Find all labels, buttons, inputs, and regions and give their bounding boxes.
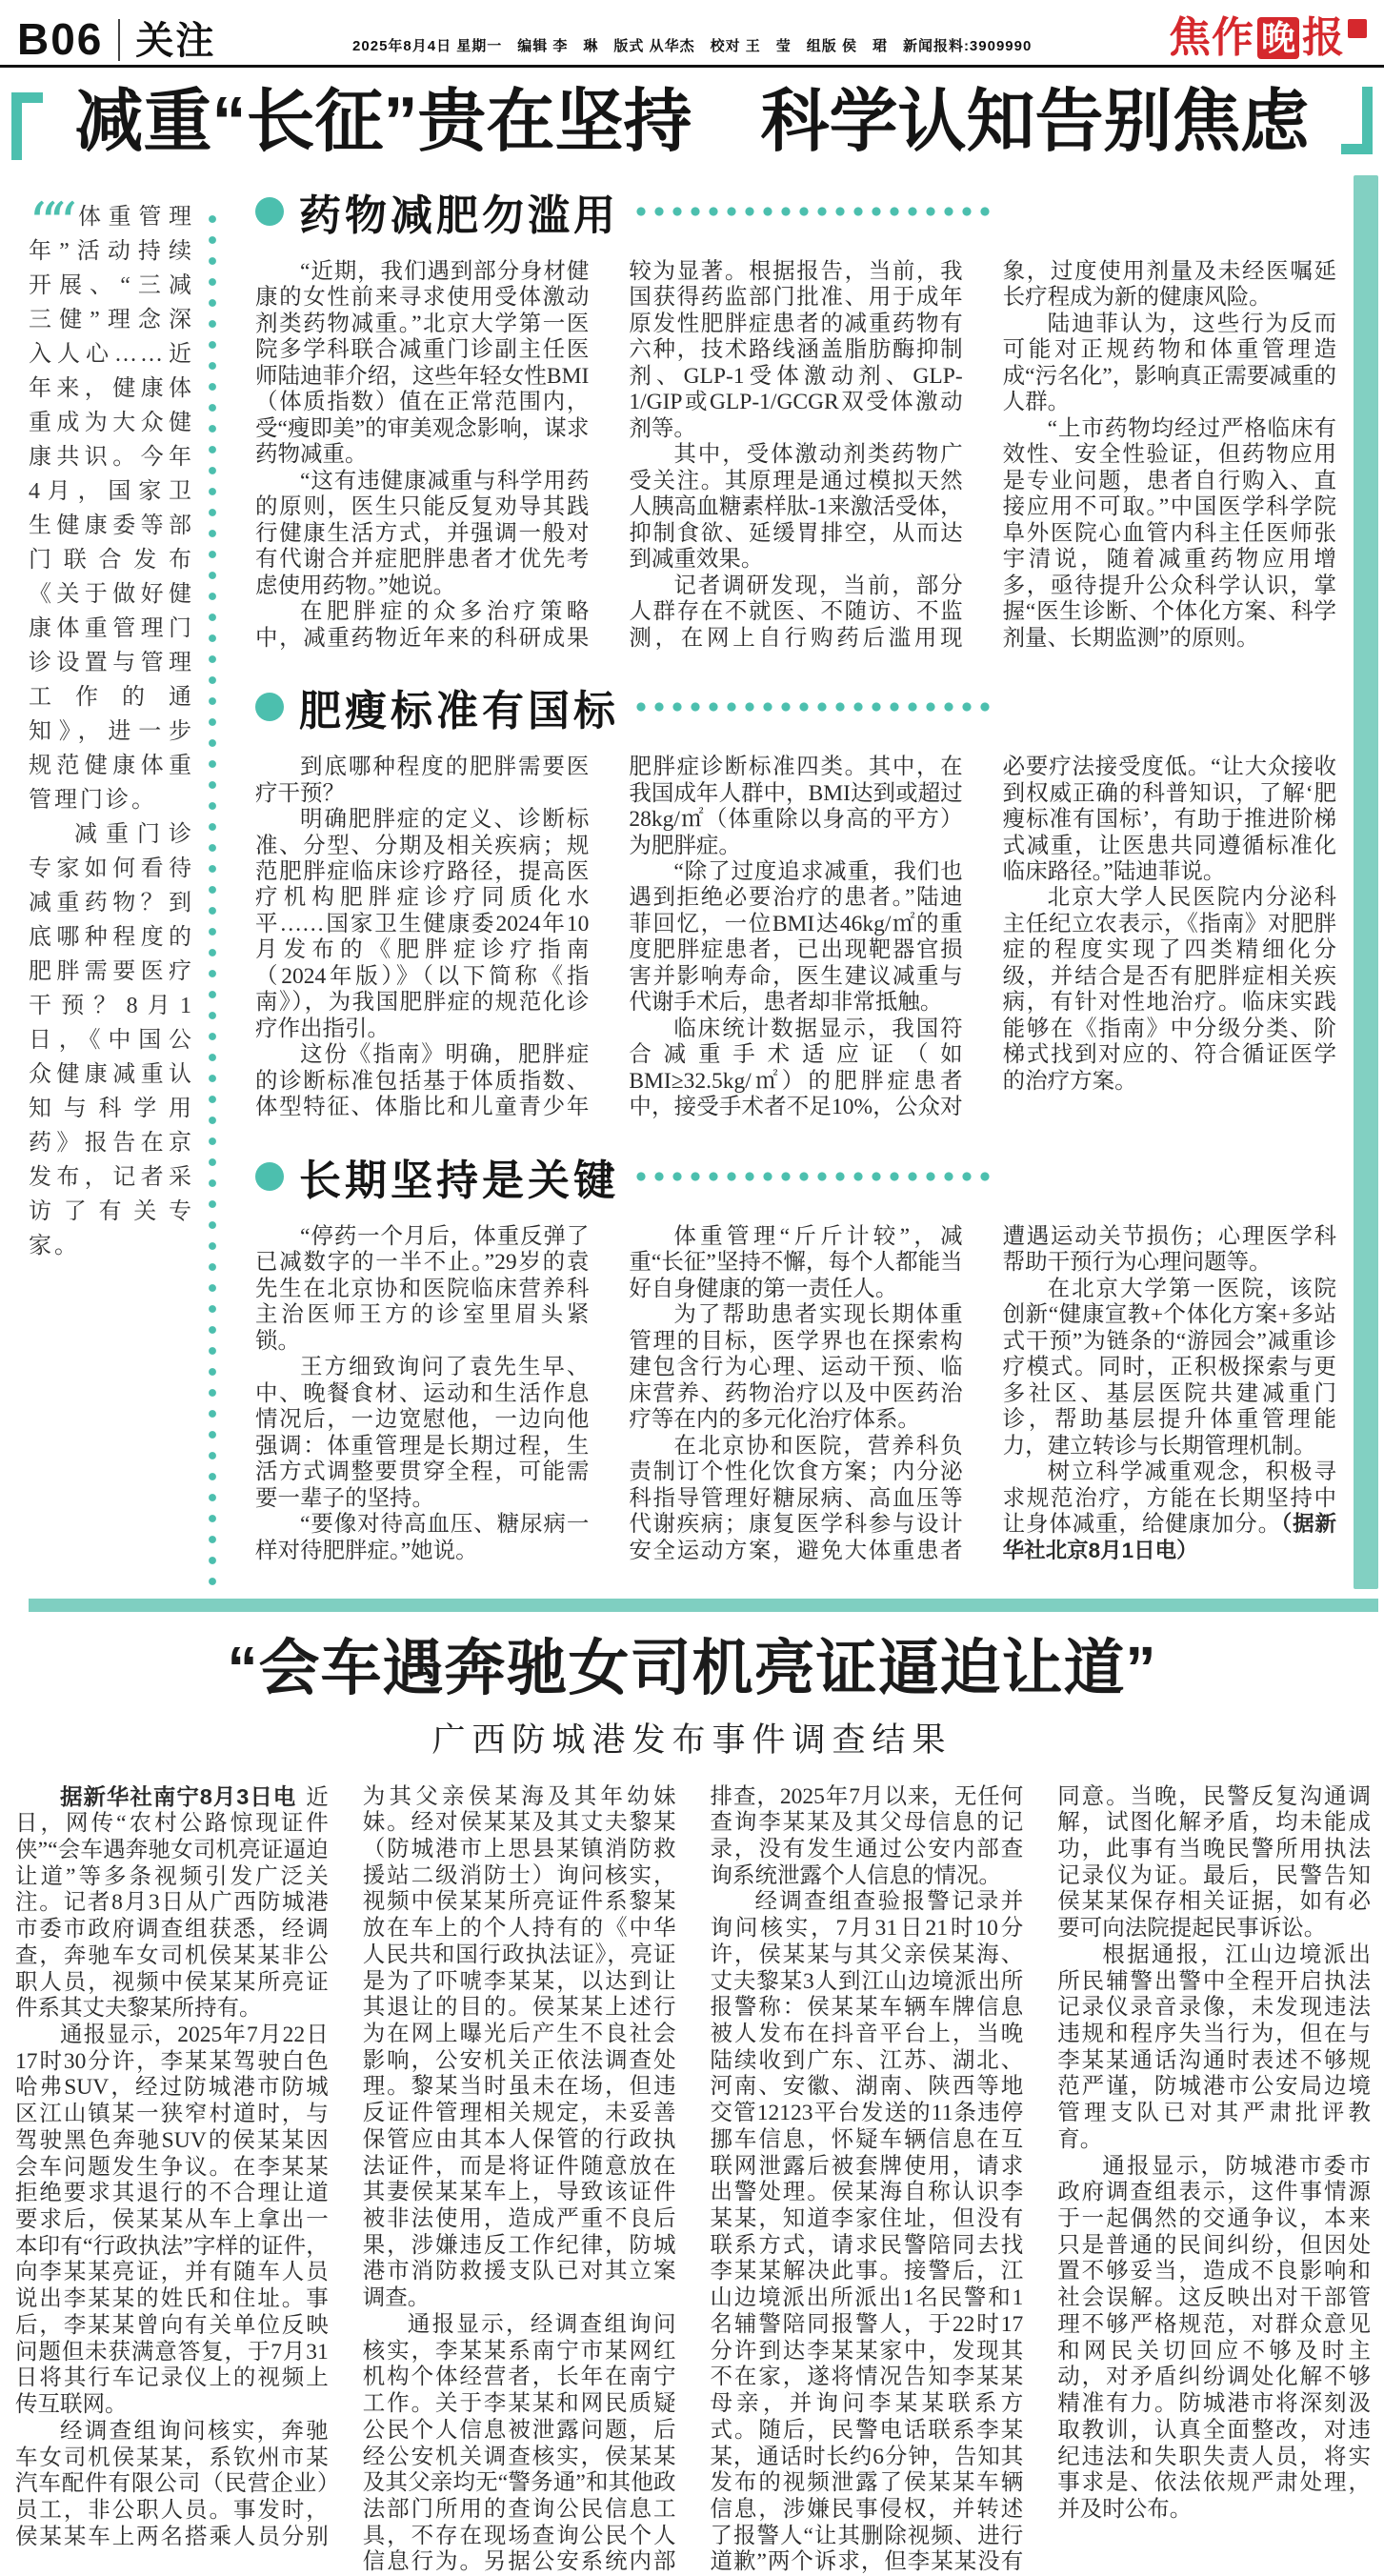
paragraph: 体重管理“斤斤计较”，减重“长征”坚持不懈，每个人都能当好自身健康的第一责任人。 bbox=[629, 1223, 963, 1301]
paragraph: 临床统计数据显示，我国符合减重手术适应证（如BMI≥32.5kg/㎡）的肥胖症患者中，接受手术者不足10%，公众对必要疗法接受度低。“让大众接收到权威正确的科普知识，了解‘肥瘦标准有国标’，有助于推进阶梯式减重，让医患共同遵循标准化临床路径。”陆迪菲说。 bbox=[629, 755, 1336, 1120]
section-label: 关注 bbox=[135, 20, 216, 62]
section-national-standard bbox=[255, 676, 1336, 1121]
paragraph: 通报显示，2025年7月22日17时30分许，李某某驾驶白色哈弗SUV，经过防城港市防城区江山镇某一狭窄村道时，与驾驶黑色奔驰SUV的侯某某因会车问题发生争议。在李某某拒绝要求其退行的不合理让道要求后，侯某某从车上拿出一本印有“行政执法”字样的证件，向李某某亮证，并有随车人员说出李某某的姓氏和住址。事后，李某某曾向有关单位反映问题但未获满意答复，于7月31日将其行车记录仪上的视频上传互联网。 bbox=[15, 2023, 329, 2418]
paragraph: 明确肥胖症的定义、诊断标准、分型、分期及相关疾病；规范肥胖症临床诊疗路径，提高医疗机构肥胖症诊疗同质化水平……国家卫生健康委2024年10月发布的《肥胖症诊疗指南（2024年版）》（以下简称《指南》），为我国肥胖症的规范化诊疗作出指引。 bbox=[255, 807, 590, 1041]
article-weight-loss bbox=[0, 83, 1384, 1612]
sidebar-text-1: 体重管理年”活动持续开展、“三减三健”理念深入人心……近年来，健康体重成为大众健康共识。今年4月，国家卫生健康委等部门联合发布《关于做好健康体重管理门诊设置与管理工作的通知》，进一步规范健康体重管理门诊。 bbox=[29, 204, 194, 813]
lead-text: 近日，网传“农村公路惊现证件侠”“会车遇奔驰女司机亮证逼迫让道”等多条视频引发广泛关注。记者8月3日从广西防城港市委市政府调查组获悉，经调查，奔驰车女司机侯某某非公职人员，视频中侯某某所亮证件系其丈夫黎某所持有。 bbox=[15, 1784, 329, 2022]
paragraph: “要像对待高血压、糖尿病一样对待肥胖症。”她说。 bbox=[255, 1512, 590, 1563]
second-subheadline: 广西防城港发布事件调查结果 bbox=[431, 1721, 953, 1759]
paragraph: 通报显示，防城港市委市政府调查组表示，这件事情源于一起偶然的交通争议，本来只是普通的民间纠纷，但因处置不够妥当，造成不良影响和社会误解。这反映出对干部管理不够严格规范，对群众意见和网民关切回应不够及时主动，对矛盾纠纷调处化解不够精准有力。防城港市将深刻汲取教训，认真全面整改，对违纪违法和失职失责人员，将实事求是、依法依规严肃处理，并及时公布。 bbox=[1057, 2153, 1371, 2522]
masthead-seal bbox=[1348, 19, 1367, 38]
page-number: B06 bbox=[17, 14, 104, 64]
masthead-text-right: 报 bbox=[1302, 14, 1345, 61]
closing-text: 树立科学减重观念，积极寻求规范治疗，方能在长期坚持中让身体减重，给健康加分。 bbox=[1002, 1459, 1336, 1538]
right-accent-bar bbox=[1354, 175, 1378, 1589]
paragraph: 陆迪菲认为，这些行为反而可能对正规药物和体重管理造成“污名化”，影响真正需要减重的人群。 bbox=[1002, 311, 1336, 415]
article1-body bbox=[29, 175, 1378, 1589]
section-heading-row bbox=[255, 1146, 991, 1207]
dotted-leader bbox=[636, 1171, 991, 1182]
paragraph: 王方细致询问了袁先生早、中、晚餐食材、运动和生活作息情况后，一边宽慰他，一边向他强调：体重管理是长期过程，生活方式调整要贯穿全程，可能需要一辈子的坚持。 bbox=[255, 1355, 590, 1511]
paragraph: 记者调研发现，当前，部分人群存在不就医、不随访、不监测，在网上自行购药后滥用现象，过度使用剂量及未经医嘱延长疗程成为新的健康风险。 bbox=[629, 258, 1336, 651]
paragraph: 通报显示，经调查组询问核实，李某某系南宁市某网红机构个体经营者，长年在南宁工作。关于李某某和网民质疑公民个人信息被泄露问题，后经公安机关调查核实，侯某某及其父亲均无“警务通”和其他政法部门所用的查询公民信息工具，不存在现场查询公民个人信息行为。另据公安系统内部排查，2025年7月以来，无任何查询李某某及其父母信息的记录，没有发生通过公安内部查询系统泄露个人信息的情况。 bbox=[362, 1783, 1024, 2575]
section-heading-row bbox=[255, 181, 991, 242]
main-headline: 减重“长征”贵在坚持 科学认知告别焦虑 bbox=[74, 84, 1310, 160]
masthead-text-left: 焦作 bbox=[1169, 14, 1254, 61]
section-columns bbox=[255, 755, 1336, 1121]
section-title: 肥瘦标准有国标 bbox=[299, 688, 619, 735]
second-headline: “会车遇奔驰女司机亮证逼迫让道” bbox=[227, 1634, 1157, 1703]
section-bullet-icon bbox=[255, 693, 284, 721]
section-bullet-icon bbox=[255, 1162, 284, 1191]
paragraph: 到底哪种程度的肥胖需要医疗干预？ bbox=[255, 755, 590, 806]
paragraph: 北京大学人民医院内分泌科主任纪立农表示，《指南》对肥胖症的程度实现了四类精细化分级，并结合是否有肥胖症相关疾病，有针对性地治疗。临床实践能够在《指南》中分级分类、阶梯式找到对应的、符合循证医学的治疗方案。 bbox=[1002, 885, 1336, 1094]
section-persistence bbox=[255, 1146, 1336, 1564]
headline-corner-left-icon bbox=[11, 92, 43, 160]
sidebar-text-2: 减重门诊专家如何看待减重药物？到底哪种程度的肥胖需要医疗干预？8月1日，《中国公众健康减重认知与科学用药》报告在京发布，记者采访了有关专家。 bbox=[29, 821, 194, 1258]
lead-sidebar bbox=[29, 175, 194, 1589]
section-columns bbox=[255, 1224, 1336, 1564]
paragraph: 这份《指南》明确，肥胖症的诊断标准包括基于体质指数、体型特征、体脂比和儿童青少年肥胖症诊断标准四类。其中，在我国成年人群中，BMI达到或超过28kg/㎡（体重除以身高的平方）为肥胖症。 bbox=[255, 755, 963, 1120]
paragraph: 经调查组查验报警记录并询问核实，7月31日21时10分许，侯某某与其父亲侯某海、丈夫黎某3人到江山边境派出所报警称：侯某某车辆车牌信息被人发布在抖音平台上，当晚陆续收到广东、江苏、湖北、河南、安徽、湖南、陕西等地交管12123平台发送的11条违停挪车信息，怀疑车辆信息在互联网泄露后被套牌使用，请求出警处理。侯某海自称认识李某某，知道李家住址，但没有联系方式，请求民警陪同去找李某某解决此事。接警后，江山边境派出所派出1名民警和1名辅警陪同报警人，于22时17分许到达李某某家中，发现其不在家，遂将情况告知李某某母亲，并询问李某某联系方式。随后，民警电话联系李某某，通话时长约6分钟，告知其发布的视频泄露了侯某某车辆信息，涉嫌民事侵权，并转述了报警人“让其删除视频、进行道歉”两个诉求，但李某某没有同意。当晚，民警反复沟通调解，试图化解矛盾，均未能成功，此事有当晚民警所用执法记录仪为证。最后，民警告知侯某某保存相关证据，如有必要可向法院提起民事诉讼。 bbox=[710, 1783, 1371, 2575]
section-bullet-icon bbox=[255, 197, 284, 226]
masthead-boxed-char: 晚 bbox=[1257, 17, 1299, 59]
lead-paragraph bbox=[15, 1784, 329, 2023]
bottom-accent-band bbox=[29, 1599, 1378, 1612]
dotted-leader bbox=[636, 206, 991, 217]
article-traffic-incident bbox=[0, 1635, 1384, 2576]
paragraph: “上市药物均经过严格临床有效性、安全性验证，但药物应用是专业问题，患者自行购入、直接应用不可取。”中国医学科学院阜外医院心血管内科主任医师张宇清说，随着减重药物应用增多，亟待提升公众科学认识，掌握“医生诊断、个体化方案、科学剂量、长期监测”的原则。 bbox=[1002, 415, 1336, 651]
sidebar-paragraph bbox=[29, 190, 194, 817]
main-headline-wrap bbox=[29, 83, 1355, 162]
newspaper-masthead bbox=[1169, 14, 1367, 61]
headline-corner-right-icon bbox=[1341, 87, 1373, 154]
section-title: 药物减肥勿滥用 bbox=[299, 191, 619, 239]
article2-dateline: 据新华社南宁8月3日电 bbox=[60, 1783, 297, 1809]
section-heading-row bbox=[255, 676, 991, 737]
paragraph: 为了帮助患者实现长期体重管理的目标，医学界也在探索构建包含行为心理、运动干预、临床营养、药物治疗以及中医药治疗等在内的多元化治疗体系。 bbox=[629, 1302, 963, 1433]
section-drug-misuse bbox=[255, 181, 1336, 652]
paragraph: “这有违健康减重与科学用药的原则，医生只能反复劝导其践行健康生活方式，并强调一般对有代谢合并症肥胖患者才优先考虑使用药物。”她说。 bbox=[255, 468, 590, 598]
paragraph: “近期，我们遇到部分身材健康的女性前来寻求使用受体激动剂类药物减重。”北京大学第一医院多学科联合减重门诊副主任医师陆迪菲介绍，这些年轻女性BMI（体质指数）值在正常范围内，受“瘦即美”的审美观念影响，谋求药物减重。 bbox=[255, 258, 590, 468]
paragraph: 在北京大学第一医院，该院创新“健康宣教+个体化方案+多站式干预”为链条的“游园会”减重诊疗模式。同时，正积极探索与更多社区、基层医院共建减重门诊，帮助基层提升体重管理能力，建立转诊与长期管理机制。 bbox=[1002, 1276, 1336, 1459]
second-article-columns bbox=[15, 1784, 1371, 2576]
paragraph: 在北京协和医院，营养科负责制订个性化饮食方案；内分泌科指导管理好糖尿病、高血压等代谢疾病；康复医学科参与设计安全运动方案，避免大体重患者遭遇运动关节损伤；心理医学科帮助干预行为心理问题等。 bbox=[629, 1223, 1336, 1563]
section-columns bbox=[255, 259, 1336, 652]
paragraph: “停药一个月后，体重反弹了已减数字的一半不止。”29岁的袁先生在北京协和医院临床营养科主治医师王方的诊室里眉头紧锁。 bbox=[255, 1223, 590, 1354]
header-divider bbox=[118, 19, 120, 61]
article1-dateline: （据新华社北京8月1日电） bbox=[1002, 1512, 1336, 1562]
article1-sections bbox=[231, 175, 1340, 1589]
closing-paragraph bbox=[1003, 1459, 1336, 1564]
paragraph: 根据通报，江山边境派出所民辅警出警中全程开启执法记录仪录音录像，未发现违法违规和程序失当行为，但在与李某某通话沟通时表述不够规范严谨，防城港市公安局边境管理支队已对其严肃批评教育。 bbox=[1057, 1942, 1371, 2152]
quote-icon: ““ bbox=[29, 190, 69, 257]
section-title: 长期坚持是关键 bbox=[299, 1157, 619, 1204]
paragraph: 在肥胖症的众多治疗策略中，减重药物近年来的科研成果较为显著。根据报告，当前，我国获得药监部门批准、用于成年原发性肥胖症患者的减重药物有六种，技术路线涵盖脂肪酶抑制剂、GLP-1受体激动剂、GLP-1/GIP或GLP-1/GCGR双受体激动剂等。 bbox=[255, 258, 963, 651]
paragraph: 经调查组询问核实，奔驰车女司机侯某某，系钦州市某汽车配件有限公司（民营企业）员工，非公职人员。事发时，侯某某车上两名搭乘人员分别为其父亲侯某海及其年幼妹妹。经对侯某某及其丈夫黎某（防城港市上思县某镇消防救援站二级消防士）询问核实，视频中侯某某所亮证件系黎某放在车上的个人持有的《中华人民共和国行政执法证》，亮证是为了吓唬李某某，以达到让其退让的目的。侯某某上述行为在网上曝光后产生不良社会影响，公安机关正依法调查处理。黎某当时虽未在场，但违反证件管理相关规定，未妥善保管应由其本人保管的行政执法证件，而是将证件随意放在其妻侯某某车上，导致该证件被非法使用，造成严重不良后果，涉嫌违反工作纪律，防城港市消防救援支队已对其立案调查。 bbox=[15, 1783, 676, 2549]
page-header bbox=[0, 0, 1384, 68]
dotted-vertical-divider bbox=[208, 213, 217, 1589]
issue-info-line: 2025年8月4日 星期一 编辑 李 琳 版式 从华杰 校对 王 莹 组版 侯 珺 新闻报料:3909990 bbox=[352, 38, 1033, 54]
paragraph: “除了过度追求减重，我们也遇到拒绝必要治疗的患者。”陆迪菲回忆，一位BMI达46kg/㎡的重度肥胖症患者，已出现靶器官损害并影响寿命，医生建议减重与代谢手术后，患者却非常抵触。 bbox=[629, 859, 963, 1016]
paragraph: 其中，受体激动剂类药物广受关注。其原理是通过模拟天然人胰高血糖素样肽-1来激活受体，抑制食欲、延缓胃排空，从而达到减重效果。 bbox=[629, 442, 963, 573]
dotted-leader bbox=[636, 701, 991, 713]
